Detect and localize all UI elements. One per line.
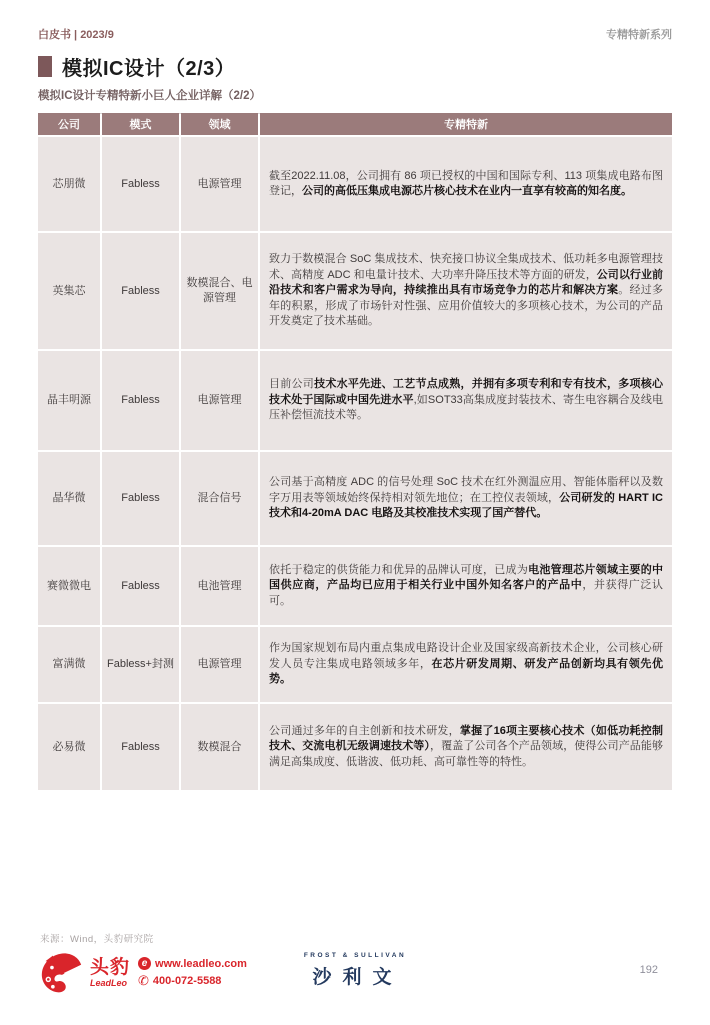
mode-cell: Fabless [102,233,179,349]
footer [38,948,672,1003]
col-header-company: 公司 [38,113,100,135]
title-square-marker [38,56,52,77]
page-number: 192 [639,964,658,976]
table-row [38,547,672,625]
table-row [38,452,672,545]
field-cell: 混合信号 [181,452,258,545]
page-meta [38,26,672,42]
series-label: 专精特新系列 [606,29,672,41]
frost-sullivan-logo [304,952,406,989]
page-title: 模拟IC设计（2/3） [62,58,236,80]
company-table [36,111,674,792]
company-cell: 晶丰明源 [38,351,100,450]
table-row [38,351,672,450]
leadleo-cn-name: 头豹 [90,957,131,978]
description-cell: 目前公司技术水平先进、工艺节点成熟，并拥有多项专利和专有技术，多项核心技术处于国际或中国先进水平,如SOT33高集成度封装技术、寄生电容耦合及线电压补偿恒流技术等。 [260,351,672,450]
company-cell: 晶华微 [38,452,100,545]
table-row [38,704,672,790]
field-cell: 电源管理 [181,627,258,702]
description-cell: 公司基于高精度 ADC 的信号处理 SoC 技术在红外测温应用、智能体脂秤以及数字万用表等领域始终保持相对领先地位；在工控仪表领域，公司研发的 HART IC 技术和4-20mA DAC 电路及其校准技术实现了国产替代。 [260,452,672,545]
field-cell: 电池管理 [181,547,258,625]
company-cell: 芯朋微 [38,137,100,231]
leadleo-en-name: LeadLeo [90,978,128,988]
field-cell: 电源管理 [181,351,258,450]
leopard-icon [40,952,84,994]
source-note: 来源：Wind，头豹研究院 [40,934,154,945]
col-header-zjtx: 专精特新 [260,113,672,135]
field-cell: 数模混合、电源管理 [181,233,258,349]
field-cell: 数模混合 [181,704,258,790]
company-cell: 富满微 [38,627,100,702]
page-subtitle: 模拟IC设计专精特新小巨人企业详解（2/2） [38,90,261,102]
title-row [38,52,235,81]
leadleo-contact [138,957,247,989]
field-cell: 电源管理 [181,137,258,231]
phone-icon: ✆ [138,973,149,988]
leadleo-logo [40,952,247,994]
leadleo-wordmark [90,958,130,988]
frost-en-wordmark: FROST & SULLIVAN [303,952,407,959]
company-table-wrap [36,111,674,792]
leadleo-phone: 400-072-5588 [152,975,222,987]
company-cell: 必易微 [38,704,100,790]
description-cell: 公司通过多年的自主创新和技术研发，掌握了16项主要核心技术（如低功耗控制技术、交流电机无级调速技术等），覆盖了公司各个产品领域，使得公司产品能够满足高集成度、低谐波、低功耗、高可靠性等的特性。 [260,704,672,790]
table-row [38,233,672,349]
description-cell: 作为国家规划布局内重点集成电路设计企业及国家级高新技术企业，公司核心研发人员专注集成电路领域多年，在芯片研发周期、研发产品创新均具有领先优势。 [260,627,672,702]
table-row [38,627,672,702]
company-cell: 赛微微电 [38,547,100,625]
mode-cell: Fabless [102,351,179,450]
frost-cn-wordmark: 沙利文 [312,967,403,988]
company-cell: 英集芯 [38,233,100,349]
e-badge-icon: e [138,957,151,970]
table-header-row [38,113,672,135]
mode-cell: Fabless [102,137,179,231]
table-row [38,137,672,231]
mode-cell: Fabless [102,704,179,790]
mode-cell: Fabless [102,452,179,545]
description-cell: 截至2022.11.08，公司拥有 86 项已授权的中国和国际专利、113 项集成电路布图登记，公司的高低压集成电源芯片核心技术在业内一直享有较高的知名度。 [260,137,672,231]
description-cell: 依托于稳定的供货能力和优异的品牌认可度，已成为电池管理芯片领域主要的中国供应商，产品均已应用于相关行业中国外知名客户的产品中，并获得广泛认可。 [260,547,672,625]
mode-cell: Fabless [102,547,179,625]
leadleo-website: www.leadleo.com [155,957,247,970]
col-header-field: 领域 [181,113,258,135]
description-cell: 致力于数模混合 SoC 集成技术、快充接口协议全集成技术、低功耗多电源管理技术、高精度 ADC 和电量计技术、大功率升降压技术等方面的研发，公司以行业前沿技术和客户需求为导向，持续推出具有市场竞争力的芯片和解决方案。经过多年的积累，形成了市场针对性强、应用价值较大的多项核心技术，为公司的产品开发奠定了技术基础。 [260,233,672,349]
mode-cell: Fabless+封测 [102,627,179,702]
col-header-mode: 模式 [102,113,179,135]
whitepaper-date-label: 白皮书 | 2023/9 [38,29,114,41]
subtitle-wrap [38,86,672,114]
